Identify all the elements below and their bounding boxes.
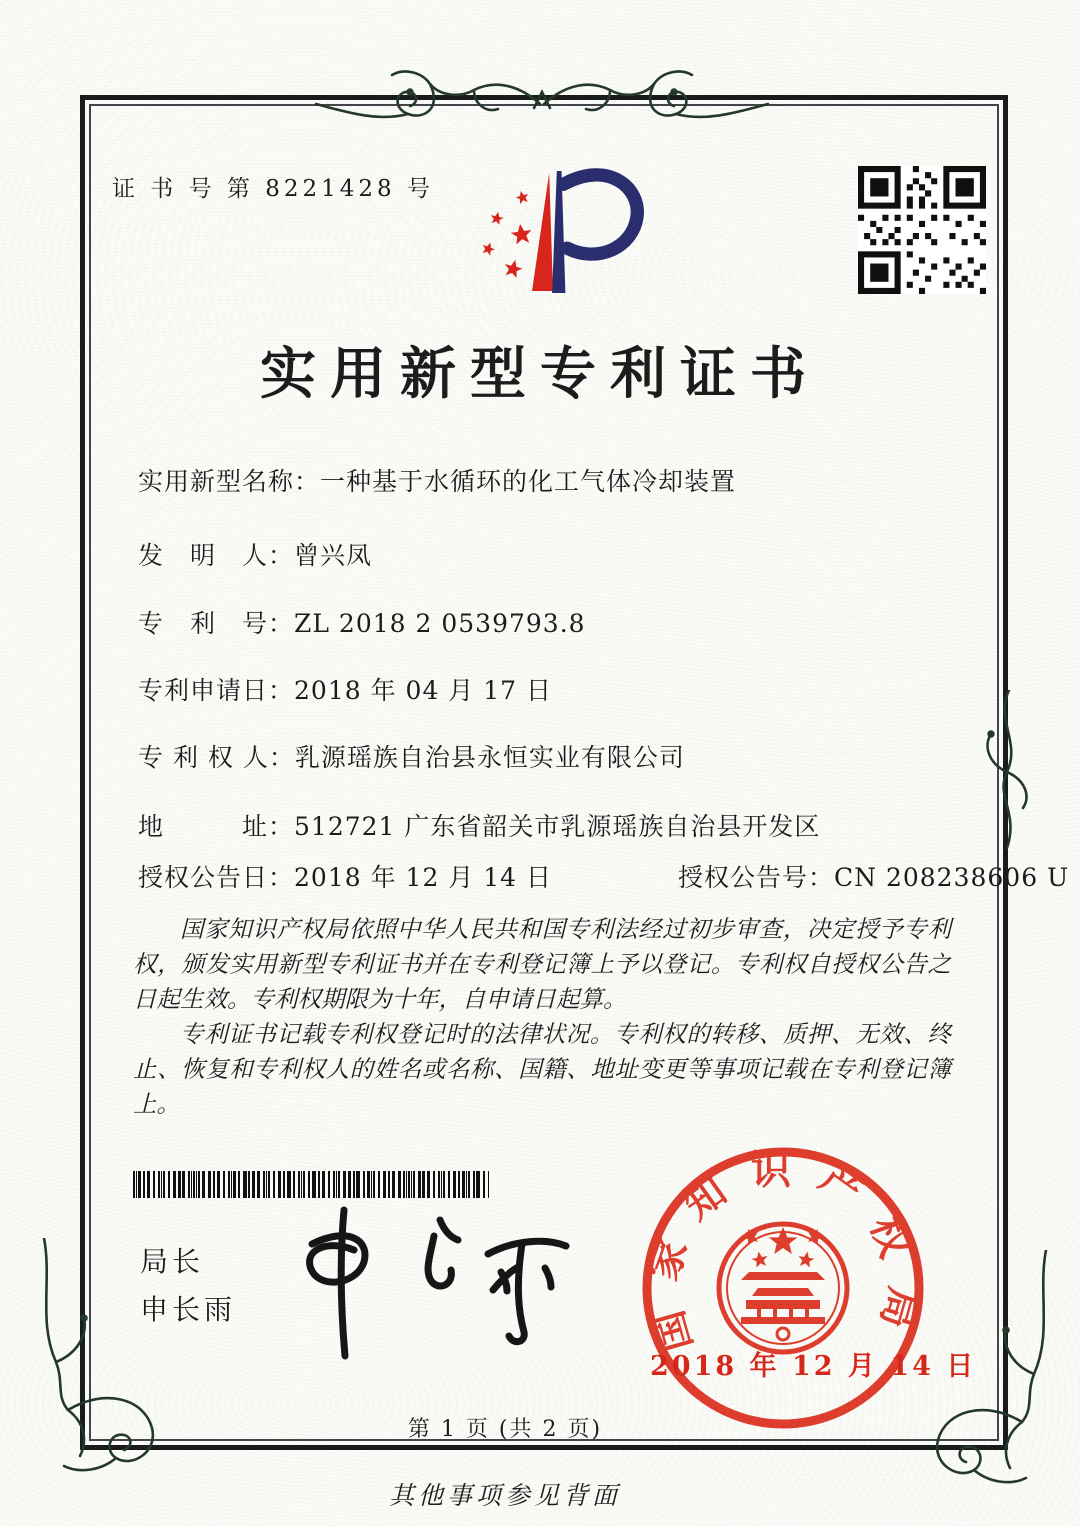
- field-filing-date: [138, 671, 552, 707]
- right-border-flourish-icon: [975, 690, 1045, 850]
- field-label: 专 利 权 人：: [138, 743, 295, 772]
- svg-text:国家知识产权局: [639, 1146, 928, 1356]
- field-value: 乳源瑶族自治县永恒实业有限公司: [294, 743, 685, 772]
- field-address: [138, 807, 820, 843]
- cnipa-logo-icon: [448, 150, 658, 312]
- official-seal-icon: [633, 1138, 933, 1438]
- field-value: 512721 广东省韶关市乳源瑶族自治县开发区: [294, 812, 821, 841]
- field-patentee: [138, 738, 685, 774]
- national-emblem-icon: [719, 1224, 847, 1352]
- field-label: 专利申请日：: [138, 676, 295, 705]
- field-value: 一种基于水循环的化工气体冷却装置: [320, 467, 737, 496]
- certificate-number: 证 书 号 第 8221428 号: [112, 176, 434, 202]
- field-label: 发 明 人：: [138, 541, 295, 570]
- page-number: 第 1 页 (共 2 页): [407, 1417, 603, 1442]
- grant-date-label: 授权公告日：: [138, 863, 295, 892]
- field-label: 专 利 号：: [138, 609, 295, 638]
- field-invention-name: [138, 462, 736, 498]
- legal-text-block: [133, 912, 951, 1122]
- grant-number-label: 授权公告号：: [678, 863, 835, 892]
- certificate-title: 实用新型专利证书: [260, 341, 820, 407]
- qr-code-icon: [858, 166, 986, 294]
- seal-ring-text: 国家知识产权局: [638, 1146, 928, 1357]
- field-inventor: [138, 536, 372, 572]
- director-name: 申长雨: [140, 1293, 237, 1326]
- field-patent-number: [138, 604, 586, 640]
- grant-number-value: CN 208238606 U: [834, 863, 1070, 892]
- field-value: ZL 2018 2 0539793.8: [294, 609, 586, 638]
- field-value: 曾兴凤: [294, 541, 373, 570]
- body-paragraph-1: 国家知识产权局依照中华人民共和国专利法经过初步审查，决定授予专利权，颁发实用新型专利证书并在专利登记簿上予以登记。专利权自授权公告之日起生效。专利权期限为十年，自申请日起算。: [133, 915, 951, 1013]
- field-value: 2018 年 04 月 17 日: [294, 676, 552, 705]
- field-label: 地 址：: [138, 812, 295, 841]
- top-border-dragon-ornament-icon: [312, 56, 772, 138]
- field-label: 实用新型名称：: [138, 467, 321, 496]
- field-grant-row: [138, 858, 1070, 894]
- grant-date-value: 2018 年 12 月 14 日: [294, 863, 552, 892]
- body-paragraph-2: 专利证书记载专利权登记时的法律状况。专利权的转移、质押、无效、终止、恢复和专利权人的姓名或名称、国籍、地址变更等事项记载在专利登记簿上。: [133, 1020, 951, 1118]
- director-title: 局长: [140, 1245, 205, 1278]
- seal-date: 2018 年 12 月 14 日: [650, 1351, 977, 1382]
- director-signature-handwriting-icon: [252, 1192, 592, 1362]
- grant-number-pair: [678, 858, 1069, 894]
- back-side-note: 其他事项参见背面: [388, 1481, 621, 1510]
